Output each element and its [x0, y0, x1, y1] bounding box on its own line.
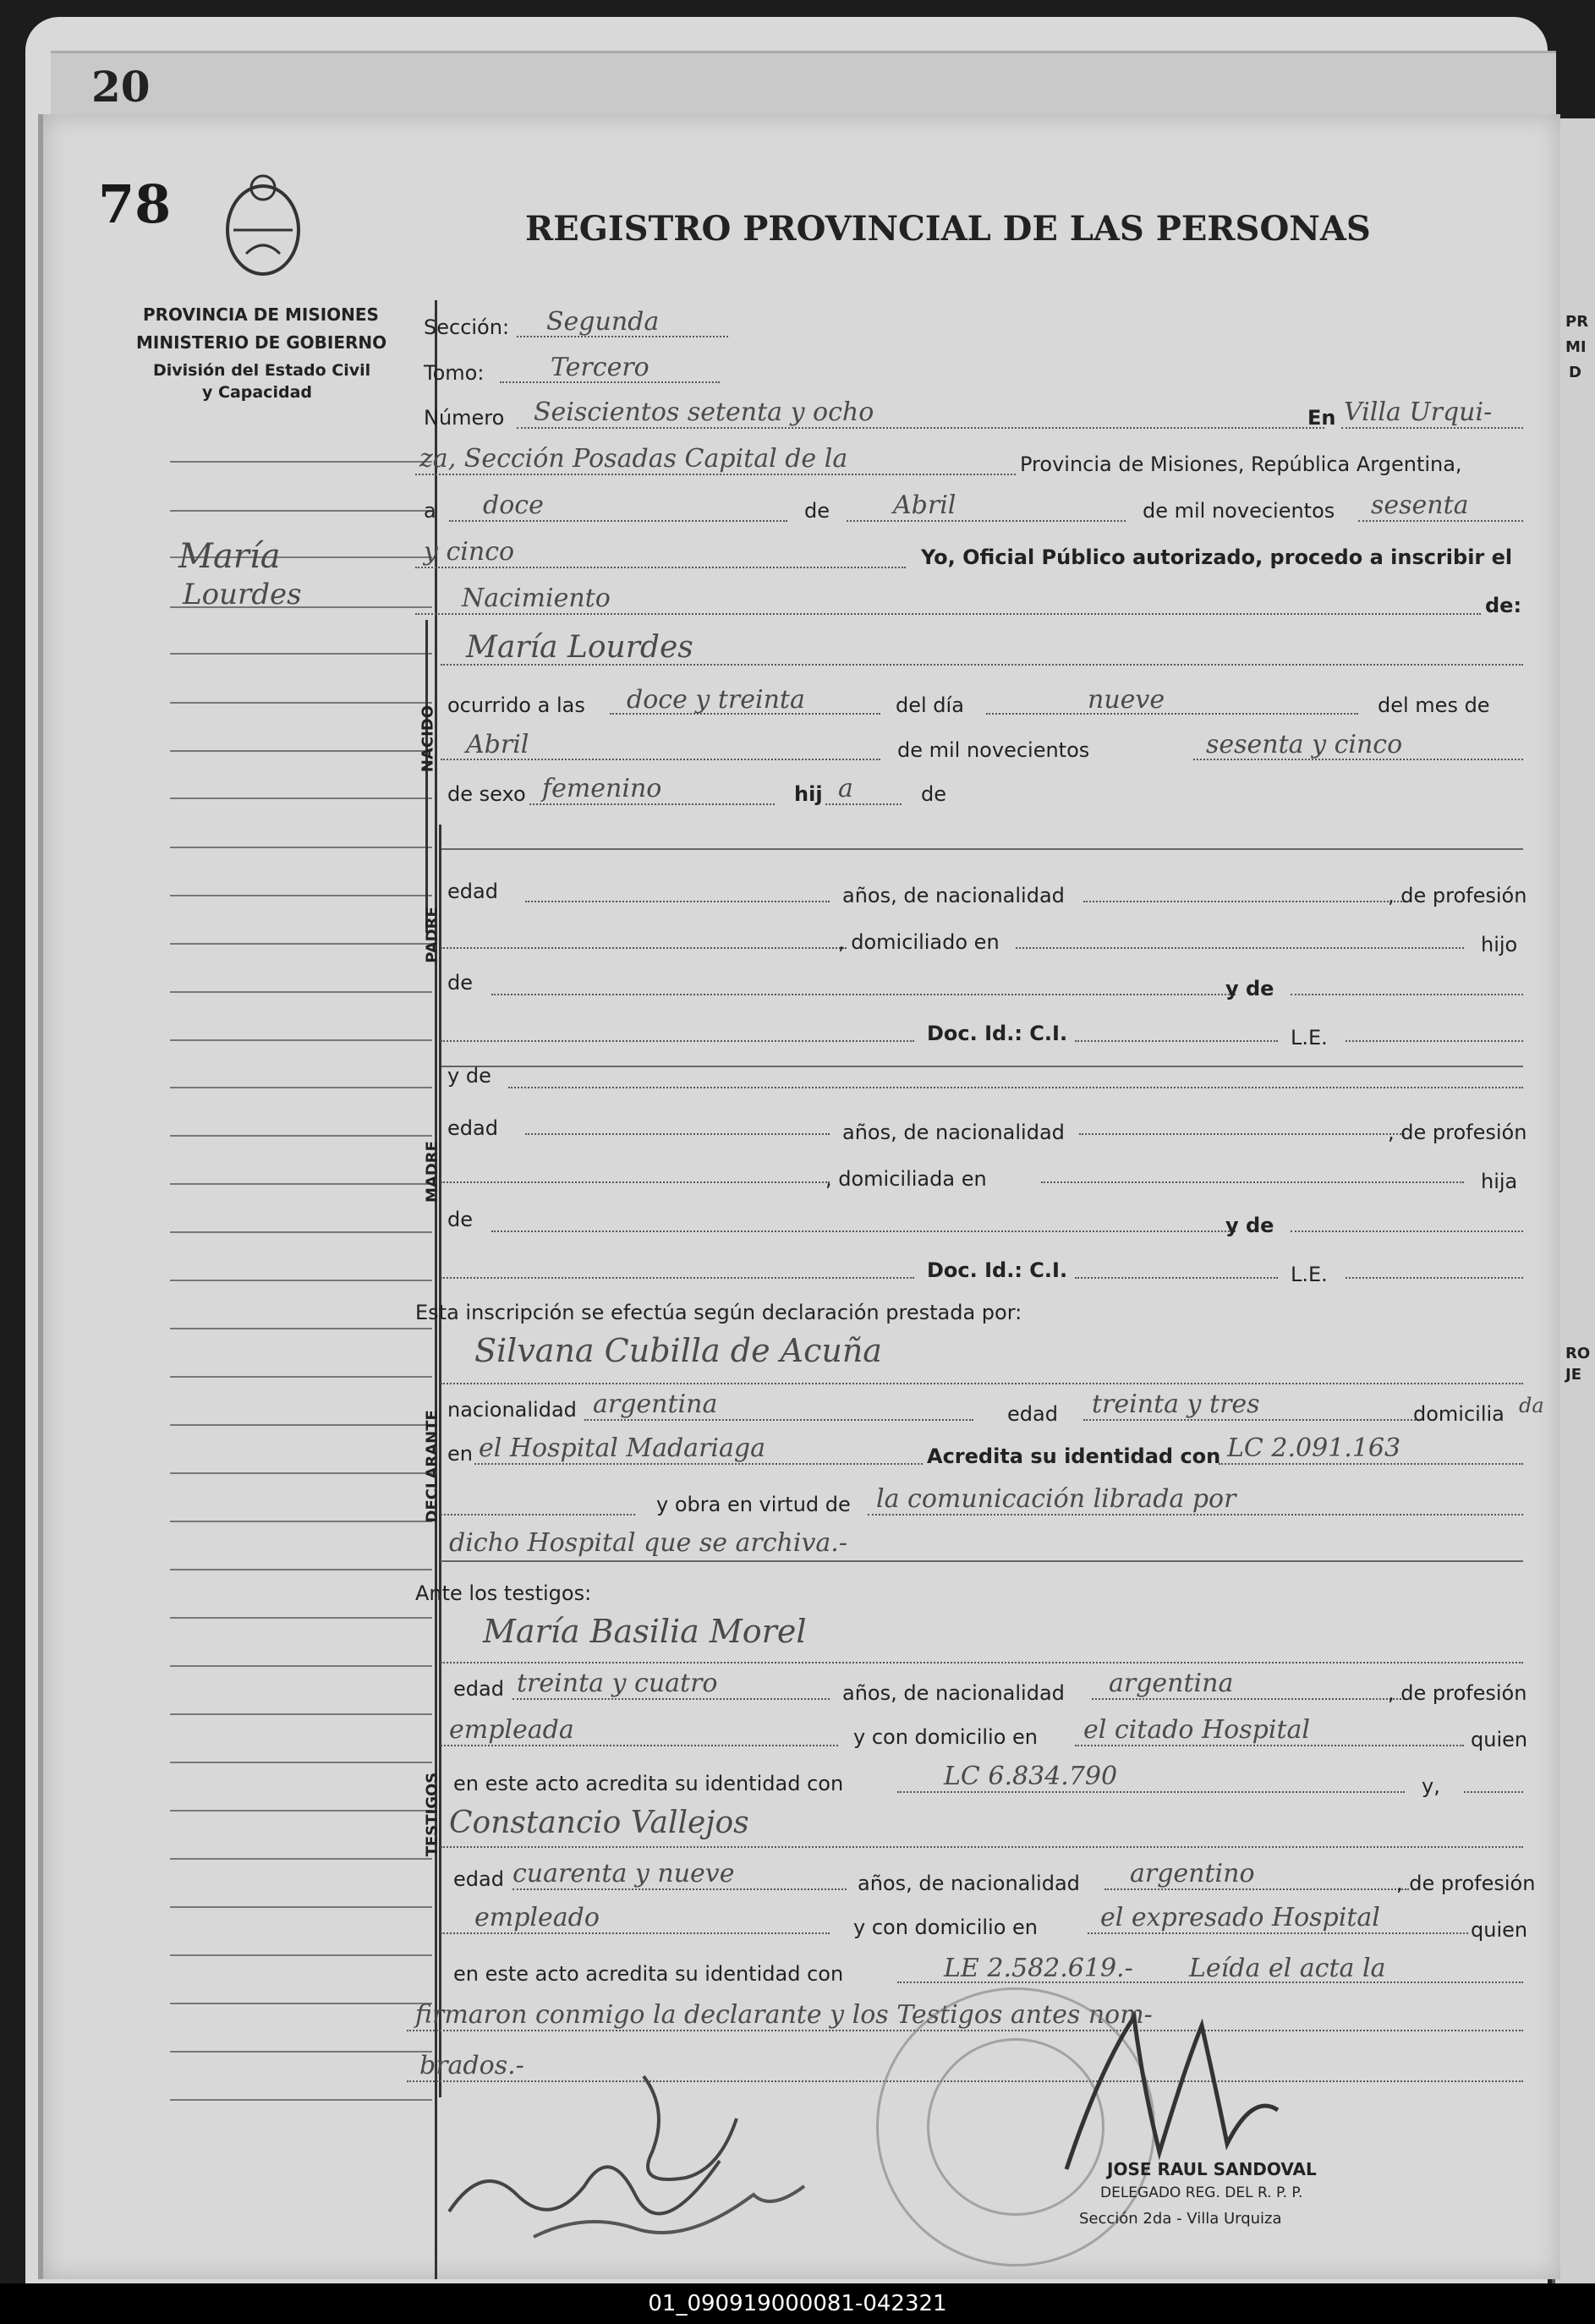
footer-filename: 01_090919000081-042321: [0, 2283, 1595, 2324]
declarante-nacionalidad: argentina: [593, 1389, 718, 1419]
padre-edad-label: edad: [447, 880, 498, 903]
margin-name-1: María: [178, 537, 281, 576]
hij-suffix: a: [838, 774, 853, 803]
madre-hija-label: hija: [1481, 1170, 1518, 1193]
madre-domiciliada-label: , domiciliada en: [825, 1167, 987, 1191]
testigo1-edad: treinta y cuatro: [517, 1669, 718, 1698]
declarante-en-label: en: [447, 1442, 473, 1466]
nacido-mes: Abril: [466, 730, 529, 759]
margin-rule: [435, 300, 437, 2279]
lugar-value-1: Villa Urqui-: [1344, 397, 1493, 427]
madre-y-de-label: y de: [447, 1064, 491, 1088]
sexo-value: femenino: [542, 774, 662, 803]
declarante-domicilio: el Hospital Madariaga: [479, 1433, 765, 1463]
madre-le-label: L.E.: [1291, 1263, 1328, 1286]
testigo2-profesion: empleado: [474, 1903, 600, 1932]
anio-value-2: y cinco: [424, 537, 515, 567]
official-section: Sección 2da - Villa Urquiza: [1079, 2210, 1282, 2228]
obra-value-2: dicho Hospital que se archiva.-: [449, 1528, 847, 1558]
right-page-text: MI: [1565, 338, 1587, 356]
testigos-label: TESTIGOS: [423, 1772, 441, 1857]
obra-value-1: la comunicación librada por: [876, 1484, 1236, 1514]
testigo2-identidad: LE 2.582.619.-: [944, 1954, 1133, 1983]
closing-line-1: Leída el acta la: [1189, 1954, 1386, 1983]
right-page-text: RO: [1565, 1345, 1591, 1362]
testigo2-anios-label: años, de nacionalidad: [858, 1872, 1080, 1895]
seccion-value: Segunda: [546, 307, 660, 337]
margin-name-2: Lourdes: [183, 578, 302, 611]
declarante-label: DECLARANTE: [423, 1410, 441, 1523]
testigo1-identidad: LC 6.834.790: [944, 1762, 1118, 1791]
madre-label: MADRE: [423, 1141, 441, 1203]
madre-doc-label: Doc. Id.: C.I.: [927, 1258, 1068, 1282]
madre-y-de2-label: y de: [1225, 1214, 1274, 1237]
sexo-label: de sexo: [447, 782, 526, 806]
closing-line-3: brados.-: [419, 2051, 524, 2080]
madre-edad-label: edad: [447, 1116, 498, 1140]
testigo2-edad: cuarenta y nueve: [512, 1859, 735, 1888]
hij-label: hij: [794, 782, 823, 806]
testigo1-acredita-label: en este acto acredita su identidad con: [453, 1772, 844, 1795]
madre-anios-label: años, de nacionalidad: [842, 1121, 1065, 1144]
province-label: PROVINCIA DE MISIONES: [143, 304, 379, 325]
division-label-2: y Capacidad: [202, 383, 312, 402]
testigo1-nombre: María Basilia Morel: [483, 1613, 807, 1650]
padre-doc-label: Doc. Id.: C.I.: [927, 1022, 1068, 1045]
official-role: DELEGADO REG. DEL R. P. P.: [1100, 2184, 1303, 2201]
page-title: REGISTRO PROVINCIAL DE LAS PERSONAS: [525, 209, 1371, 249]
testigo2-nombre: Constancio Vallejos: [449, 1806, 749, 1840]
testigo1-profesion: empleada: [449, 1715, 574, 1745]
coat-of-arms-icon: [217, 169, 310, 279]
ministry-label: MINISTERIO DE GOBIERNO: [136, 332, 387, 353]
obra-label: y obra en virtud de: [656, 1493, 851, 1516]
anio-value-1: sesenta: [1371, 491, 1469, 520]
tomo-label: Tomo:: [424, 361, 485, 385]
top-page-number: 20: [91, 62, 151, 112]
hora-value: doce y treinta: [627, 685, 805, 715]
lugar-value-2: za, Sección Posadas Capital de la: [419, 444, 848, 474]
mes-value: Abril: [893, 491, 956, 520]
right-page-text: PR: [1565, 313, 1589, 331]
testigo2-nacionalidad: argentino: [1130, 1859, 1255, 1888]
anio-label: de mil novecientos: [1143, 499, 1335, 523]
nacido-de-label: de: [921, 782, 946, 806]
testigo2-profesion-label: , de profesión: [1396, 1872, 1536, 1895]
a-label: a: [424, 499, 436, 523]
de-colon: de:: [1485, 594, 1522, 617]
page-number: 78: [98, 173, 172, 235]
nacido-anio-label: de mil novecientos: [897, 738, 1090, 762]
testigo1-anios-label: años, de nacionalidad: [842, 1681, 1065, 1705]
testigo2-edad-label: edad: [453, 1867, 504, 1891]
declarante-edad-label: edad: [1007, 1402, 1058, 1426]
padre-profesion-label: , de profesión: [1388, 884, 1527, 907]
del-dia-label: del día: [896, 693, 964, 717]
testigo1-nacionalidad: argentina: [1109, 1669, 1234, 1698]
testigos-intro: Ante los testigos:: [415, 1581, 592, 1605]
testigo1-y-label: y,: [1422, 1774, 1440, 1798]
provincia-text: Provincia de Misiones, República Argentina,: [1020, 452, 1462, 476]
numero-label: Número: [424, 406, 505, 430]
nacido-dia: nueve: [1088, 685, 1165, 715]
padre-y-de-label: y de: [1225, 977, 1274, 1000]
testigo1-profesion-label: , de profesión: [1388, 1681, 1527, 1705]
madre-profesion-label: , de profesión: [1388, 1121, 1527, 1144]
padre-label: PADRE: [423, 907, 441, 963]
seccion-label: Sección:: [424, 315, 510, 339]
testigo2-domicilio: el expresado Hospital: [1100, 1903, 1380, 1932]
ocurrido-label: ocurrido a las: [447, 693, 585, 717]
testigo1-edad-label: edad: [453, 1677, 504, 1701]
acto-value: Nacimiento: [462, 584, 611, 613]
padre-le-label: L.E.: [1291, 1026, 1328, 1050]
nacionalidad-label: nacionalidad: [447, 1398, 577, 1422]
oficial-text: Yo, Oficial Público autorizado, procedo a inscribir el: [921, 545, 1513, 569]
nacido-anio: sesenta y cinco: [1206, 730, 1403, 759]
testigo2-quien-label: quien: [1471, 1918, 1528, 1942]
division-label: División del Estado Civil: [153, 361, 371, 380]
madre-de-label: de: [447, 1208, 473, 1231]
tomo-value: Tercero: [551, 353, 650, 382]
testigo1-quien-label: quien: [1471, 1728, 1528, 1751]
declarante-nombre: Silvana Cubilla de Acuña: [474, 1332, 882, 1369]
register-page: [38, 114, 1560, 2279]
domicilia-suffix: da: [1519, 1394, 1544, 1417]
nacido-nombre: María Lourdes: [466, 630, 693, 665]
padre-anios-label: años, de nacionalidad: [842, 884, 1065, 907]
de-label: de: [804, 499, 830, 523]
dia-value: doce: [483, 491, 544, 520]
padre-domiciliado-label: , domiciliado en: [838, 930, 1000, 954]
en-label: En: [1307, 406, 1336, 430]
testigo1-domicilio: el citado Hospital: [1083, 1715, 1310, 1745]
signature-marks: [432, 2042, 906, 2245]
right-page-text: JE: [1565, 1366, 1581, 1384]
del-mes-label: del mes de: [1378, 693, 1490, 717]
nacido-label: NACIDO: [419, 704, 437, 773]
declarante-identidad: LC 2.091.163: [1227, 1433, 1401, 1463]
acredita-label: Acredita su identidad con: [927, 1444, 1221, 1468]
testigo1-domicilio-label: y con domicilio en: [853, 1725, 1039, 1749]
declarante-edad: treinta y tres: [1092, 1389, 1260, 1419]
closing-line-2: firmaron conmigo la declarante y los Testigos antes nom-: [415, 2000, 1153, 2030]
testigo2-domicilio-label: y con domicilio en: [853, 1916, 1039, 1939]
official-name: JOSE RAUL SANDOVAL: [1107, 2159, 1317, 2179]
numero-value: Seiscientos setenta y ocho: [534, 397, 874, 427]
padre-de-label: de: [447, 971, 473, 995]
right-page-text: D: [1569, 364, 1581, 381]
padre-hijo-label: hijo: [1481, 933, 1518, 956]
testigo2-acredita-label: en este acto acredita su identidad con: [453, 1962, 844, 1986]
domicilia-label: domicilia: [1413, 1402, 1505, 1426]
declarante-intro: Esta inscripción se efectúa según declaración prestada por:: [415, 1301, 1022, 1324]
